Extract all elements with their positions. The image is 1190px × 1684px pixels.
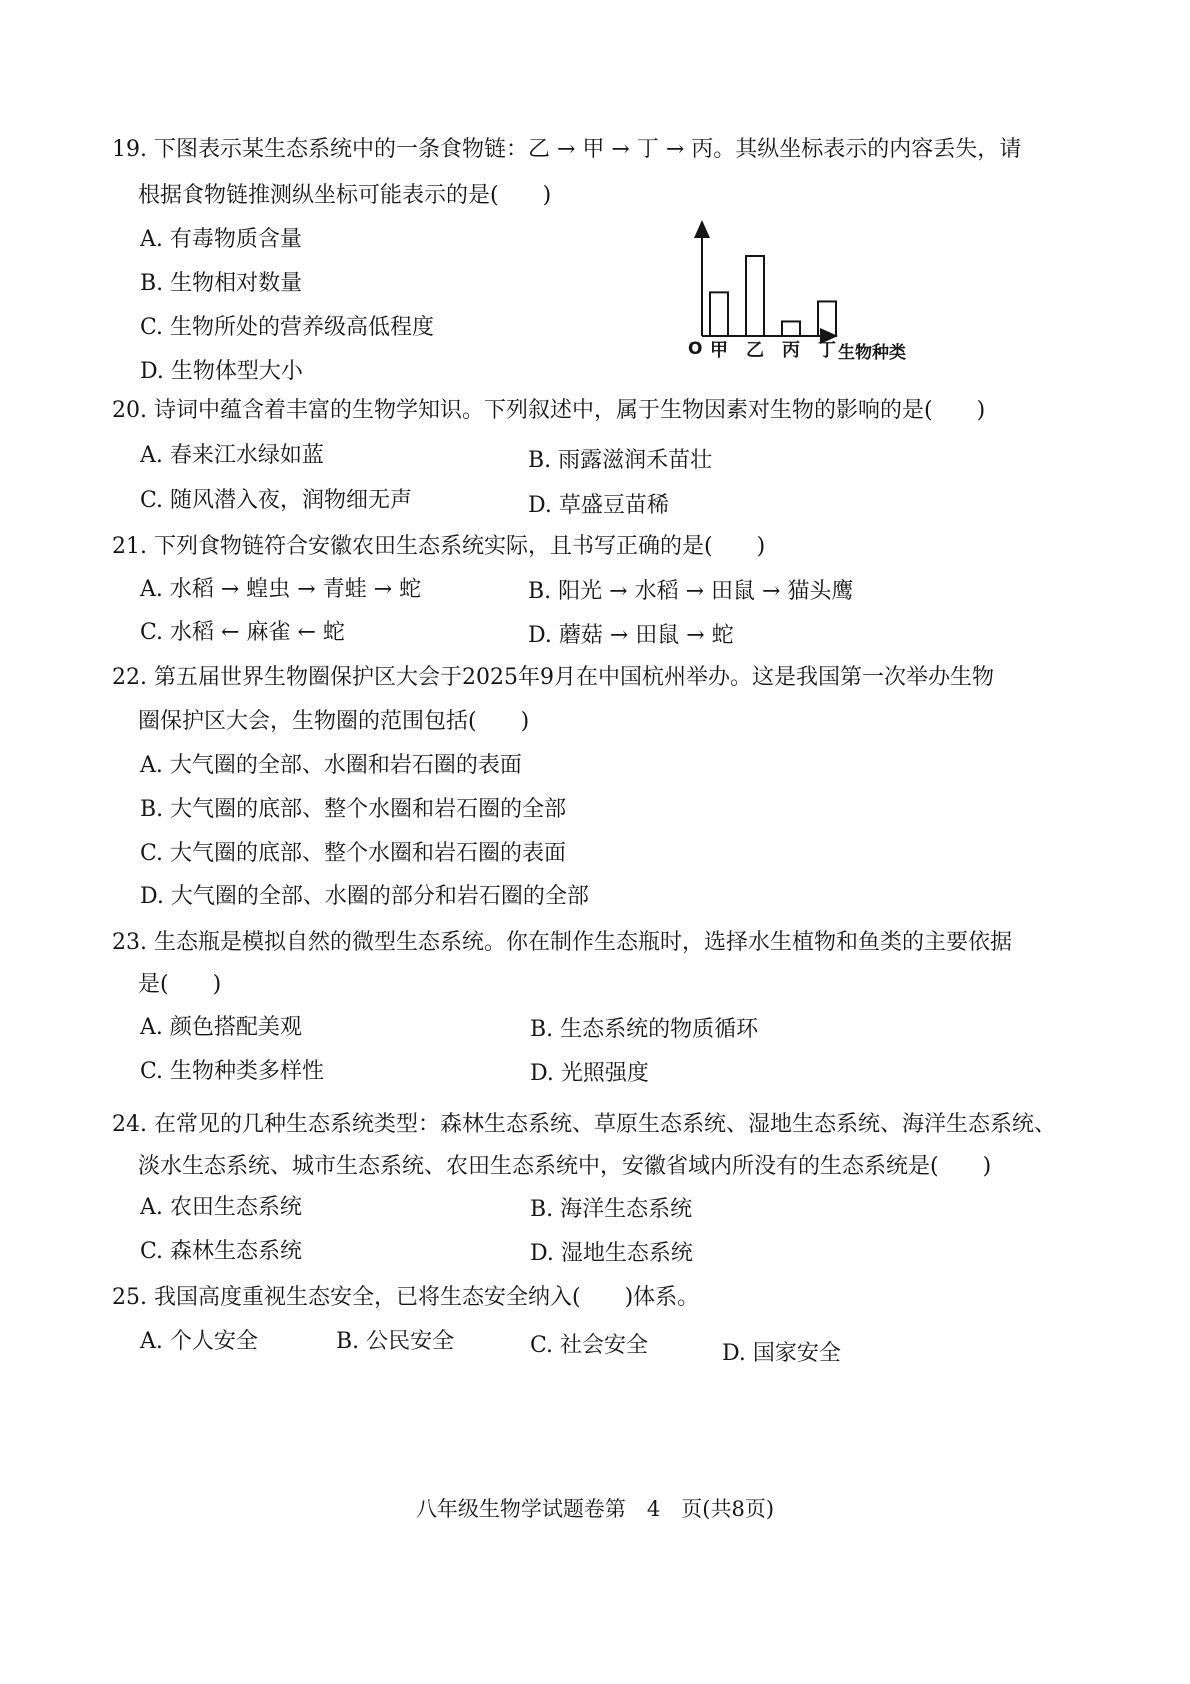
category-label-3: 丙: [782, 340, 800, 361]
q23-option-a: A. 颜色搭配美观: [140, 1015, 302, 1040]
bar-4: [818, 301, 836, 336]
q25-option-a: A. 个人安全: [140, 1329, 258, 1354]
q22-stem-line1: 22. 第五届世界生物圈保护区大会于2025年9月在中国杭州举办。这是我国第一次举办生物: [112, 665, 994, 690]
q19-option-b: B. 生物相对数量: [140, 271, 303, 296]
q24-option-a: A. 农田生态系统: [140, 1195, 302, 1220]
q23-option-c: C. 生物种类多样性: [140, 1059, 325, 1084]
q20-option-c: C. 随风潜入夜，润物细无声: [140, 488, 413, 513]
q23-option-b: B. 生态系统的物质循环: [530, 1017, 759, 1042]
q20-option-b: B. 雨露滋润禾苗壮: [528, 448, 713, 473]
category-label-4: 丁: [818, 340, 836, 361]
q22-stem-line2: 圈保护区大会，生物圈的范围包括( ): [138, 709, 530, 734]
bar-3: [782, 321, 800, 336]
q21-stem: 21. 下列食物链符合安徽农田生态系统实际，且书写正确的是( ): [112, 534, 766, 559]
q21-option-c: C. 水稻 ← 麻雀 ← 蛇: [140, 620, 345, 645]
q25-option-b: B. 公民安全: [336, 1329, 455, 1354]
q19-stem-line2: 根据食物链推测纵坐标可能表示的是( ): [138, 183, 552, 208]
q24-stem-line2: 淡水生态系统、城市生态系统、农田生态系统中，安徽省域内所没有的生态系统是( ): [138, 1154, 992, 1179]
q24-option-c: C. 森林生态系统: [140, 1239, 303, 1264]
q22-option-d: D. 大气圈的全部、水圈的部分和岩石圈的全部: [140, 884, 589, 909]
q20-stem: 20. 诗词中蕴含着丰富的生物学知识。下列叙述中，属于生物因素对生物的影响的是( ): [112, 398, 986, 423]
q19-stem-line1: 19. 下图表示某生态系统中的一条食物链：乙 → 甲 → 丁 → 丙。其纵坐标表示的内容丢失，请: [112, 137, 1022, 162]
q22-option-c: C. 大气圈的底部、整个水圈和岩石圈的表面: [140, 841, 567, 866]
category-label-2: 乙: [746, 340, 764, 361]
page-footer: 八年级生物学试题卷第 4 页(共8页): [415, 1497, 775, 1521]
q25-option-d: D. 国家安全: [722, 1341, 841, 1366]
q20-option-d: D. 草盛豆苗稀: [528, 493, 669, 518]
category-label-1: 甲: [710, 340, 728, 361]
q24-option-b: B. 海洋生态系统: [530, 1197, 693, 1222]
q21-option-d: D. 蘑菇 → 田鼠 → 蛇: [528, 623, 734, 648]
q24-option-d: D. 湿地生态系统: [530, 1241, 693, 1266]
q19-option-a: A. 有毒物质含量: [140, 227, 302, 252]
q22-option-a: A. 大气圈的全部、水圈和岩石圈的表面: [140, 753, 522, 778]
q24-stem-line1: 24. 在常见的几种生态系统类型：森林生态系统、草原生态系统、湿地生态系统、海洋生态系统、: [112, 1112, 1056, 1137]
chart-x-axis-label: 生物种类: [838, 343, 906, 363]
q19-bar-chart: [690, 228, 950, 388]
q23-stem-line2: 是( ): [138, 972, 222, 997]
q21-option-a: A. 水稻 → 蝗虫 → 青蛙 → 蛇: [140, 577, 422, 602]
bar-1: [710, 292, 728, 336]
q25-option-c: C. 社会安全: [530, 1333, 649, 1358]
bar-2: [746, 256, 764, 336]
q21-option-b: B. 阳光 → 水稻 → 田鼠 → 猫头鹰: [528, 579, 854, 604]
q19-option-d: D. 生物体型大小: [140, 359, 303, 384]
q23-stem-line1: 23. 生态瓶是模拟自然的微型生态系统。你在制作生态瓶时，选择水生植物和鱼类的主要依据: [112, 930, 1012, 955]
q23-option-d: D. 光照强度: [530, 1061, 649, 1086]
q20-option-a: A. 春来江水绿如蓝: [140, 443, 324, 468]
q19-option-c: C. 生物所处的营养级高低程度: [140, 315, 435, 340]
chart-origin-label: O: [688, 339, 703, 359]
q22-option-b: B. 大气圈的底部、整个水圈和岩石圈的全部: [140, 797, 567, 822]
q25-stem: 25. 我国高度重视生态安全，已将生态安全纳入( )体系。: [112, 1285, 700, 1310]
